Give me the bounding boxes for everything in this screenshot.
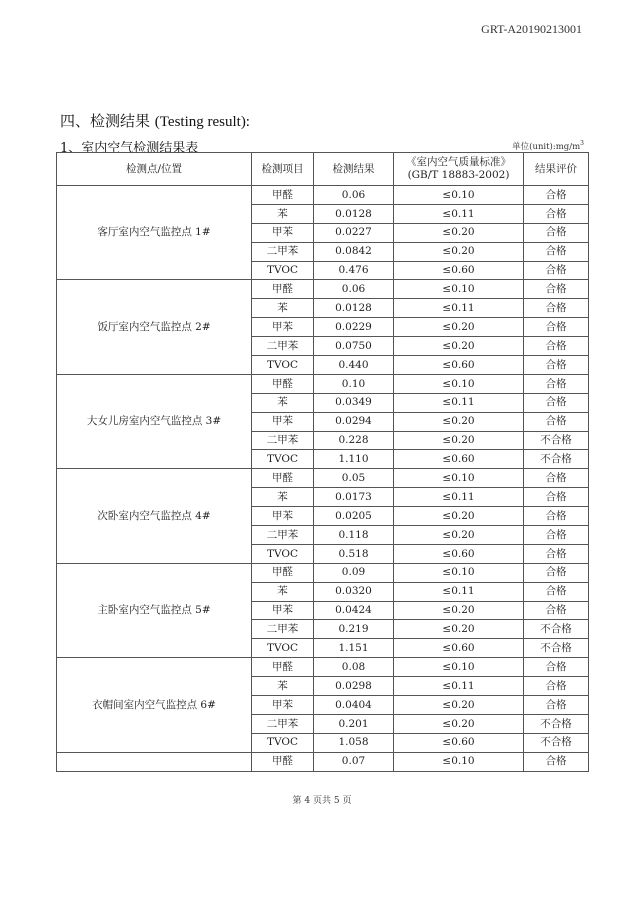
standard-cell: ≤0.10	[394, 280, 524, 299]
results-body	[57, 186, 589, 772]
evaluation-cell: 合格	[524, 204, 589, 223]
result-cell: 0.0128	[314, 299, 394, 318]
item-cell: 二甲苯	[252, 431, 314, 450]
standard-cell: ≤0.20	[394, 337, 524, 356]
item-cell: TVOC	[252, 544, 314, 563]
result-cell: 0.10	[314, 374, 394, 393]
table-row	[57, 469, 589, 488]
result-cell: 0.08	[314, 658, 394, 677]
standard-cell: ≤0.11	[394, 299, 524, 318]
location-cell: 次卧室内空气监控点 4#	[57, 469, 252, 563]
item-cell: 甲醛	[252, 374, 314, 393]
header-standard-line1: 《室内空气质量标准》	[406, 156, 511, 169]
item-cell: 苯	[252, 299, 314, 318]
standard-cell: ≤0.20	[394, 696, 524, 715]
result-cell: 0.228	[314, 431, 394, 450]
header-item: 检测项目	[252, 153, 314, 186]
item-cell: 苯	[252, 393, 314, 412]
evaluation-cell: 合格	[524, 280, 589, 299]
header-evaluation: 结果评价	[524, 153, 589, 186]
evaluation-cell: 合格	[524, 223, 589, 242]
result-cell: 0.0298	[314, 677, 394, 696]
standard-cell: ≤0.20	[394, 601, 524, 620]
result-cell: 0.440	[314, 356, 394, 375]
evaluation-cell: 不合格	[524, 733, 589, 752]
section-heading	[60, 110, 250, 131]
item-cell: 甲醛	[252, 280, 314, 299]
standard-cell: ≤0.60	[394, 639, 524, 658]
document-id: GRT-A20190213001	[481, 22, 582, 36]
standard-cell: ≤0.11	[394, 488, 524, 507]
table-row	[57, 658, 589, 677]
item-cell: 甲醛	[252, 658, 314, 677]
standard-cell: ≤0.20	[394, 412, 524, 431]
item-cell: 二甲苯	[252, 337, 314, 356]
table-header-row	[57, 153, 589, 186]
result-cell: 0.09	[314, 563, 394, 582]
standard-cell: ≤0.11	[394, 677, 524, 696]
evaluation-cell: 合格	[524, 412, 589, 431]
result-cell: 0.518	[314, 544, 394, 563]
table-row	[57, 563, 589, 582]
standard-cell: ≤0.20	[394, 242, 524, 261]
evaluation-cell: 合格	[524, 752, 589, 771]
item-cell: TVOC	[252, 261, 314, 280]
item-cell: 二甲苯	[252, 526, 314, 545]
header-standard	[394, 153, 524, 186]
result-cell: 0.0424	[314, 601, 394, 620]
item-cell: 二甲苯	[252, 714, 314, 733]
table-row	[57, 752, 589, 771]
item-cell: 甲苯	[252, 412, 314, 431]
standard-cell: ≤0.10	[394, 374, 524, 393]
result-cell: 0.0842	[314, 242, 394, 261]
result-cell: 0.0320	[314, 582, 394, 601]
location-cell	[57, 752, 252, 771]
item-cell: 甲醛	[252, 469, 314, 488]
page-footer: 第 4 页共 5 页	[292, 796, 352, 806]
standard-cell: ≤0.10	[394, 469, 524, 488]
item-cell: 苯	[252, 677, 314, 696]
item-cell: 甲苯	[252, 223, 314, 242]
standard-cell: ≤0.60	[394, 733, 524, 752]
evaluation-cell: 合格	[524, 488, 589, 507]
item-cell: 甲苯	[252, 696, 314, 715]
item-cell: 苯	[252, 582, 314, 601]
table-row	[57, 280, 589, 299]
standard-cell: ≤0.10	[394, 752, 524, 771]
header-result: 检测结果	[314, 153, 394, 186]
standard-cell: ≤0.60	[394, 450, 524, 469]
item-cell: 甲醛	[252, 186, 314, 205]
evaluation-cell: 不合格	[524, 620, 589, 639]
location-cell: 饭厅室内空气监控点 2#	[57, 280, 252, 374]
result-cell: 0.219	[314, 620, 394, 639]
evaluation-cell: 合格	[524, 374, 589, 393]
item-cell: 甲醛	[252, 752, 314, 771]
result-cell: 0.0227	[314, 223, 394, 242]
result-cell: 1.110	[314, 450, 394, 469]
evaluation-cell: 合格	[524, 469, 589, 488]
result-cell: 1.058	[314, 733, 394, 752]
evaluation-cell: 不合格	[524, 714, 589, 733]
location-cell: 客厅室内空气监控点 1#	[57, 186, 252, 280]
result-cell: 0.0128	[314, 204, 394, 223]
section-heading-cn: 四、检测结果	[60, 112, 151, 130]
evaluation-cell: 合格	[524, 318, 589, 337]
header-standard-line2: (GB/T 18883-2002)	[407, 169, 510, 181]
standard-cell: ≤0.20	[394, 620, 524, 639]
item-cell: 甲苯	[252, 601, 314, 620]
item-cell: 二甲苯	[252, 620, 314, 639]
result-cell: 0.0294	[314, 412, 394, 431]
evaluation-cell: 合格	[524, 242, 589, 261]
evaluation-cell: 合格	[524, 261, 589, 280]
standard-cell: ≤0.11	[394, 204, 524, 223]
section-heading-en: (Testing result):	[154, 114, 250, 130]
header-location: 检测点/位置	[57, 153, 252, 186]
standard-cell: ≤0.20	[394, 223, 524, 242]
standard-cell: ≤0.20	[394, 431, 524, 450]
evaluation-cell: 合格	[524, 337, 589, 356]
standard-cell: ≤0.20	[394, 318, 524, 337]
item-cell: 苯	[252, 488, 314, 507]
standard-cell: ≤0.11	[394, 393, 524, 412]
item-cell: 甲苯	[252, 318, 314, 337]
standard-cell: ≤0.60	[394, 544, 524, 563]
evaluation-cell: 合格	[524, 658, 589, 677]
result-cell: 0.476	[314, 261, 394, 280]
item-cell: TVOC	[252, 450, 314, 469]
standard-cell: ≤0.10	[394, 186, 524, 205]
evaluation-cell: 不合格	[524, 431, 589, 450]
item-cell: 甲醛	[252, 563, 314, 582]
item-cell: 二甲苯	[252, 242, 314, 261]
evaluation-cell: 合格	[524, 696, 589, 715]
item-cell: TVOC	[252, 356, 314, 375]
standard-cell: ≤0.60	[394, 356, 524, 375]
result-cell: 0.0404	[314, 696, 394, 715]
location-cell: 主卧室内空气监控点 5#	[57, 563, 252, 657]
result-cell: 0.06	[314, 280, 394, 299]
result-cell: 0.0173	[314, 488, 394, 507]
result-cell: 0.118	[314, 526, 394, 545]
evaluation-cell: 合格	[524, 601, 589, 620]
evaluation-cell: 合格	[524, 677, 589, 696]
evaluation-cell: 合格	[524, 582, 589, 601]
evaluation-cell: 合格	[524, 563, 589, 582]
standard-cell: ≤0.11	[394, 582, 524, 601]
item-cell: TVOC	[252, 733, 314, 752]
standard-cell: ≤0.20	[394, 526, 524, 545]
location-cell: 衣帽间室内空气监控点 6#	[57, 658, 252, 752]
standard-cell: ≤0.20	[394, 507, 524, 526]
unit-note	[512, 140, 584, 152]
standard-cell: ≤0.10	[394, 658, 524, 677]
unit-note-text: 单位(unit):mg/m	[512, 142, 581, 152]
evaluation-cell: 合格	[524, 356, 589, 375]
evaluation-cell: 合格	[524, 544, 589, 563]
result-cell: 0.05	[314, 469, 394, 488]
result-cell: 0.0205	[314, 507, 394, 526]
evaluation-cell: 不合格	[524, 639, 589, 658]
result-cell: 0.07	[314, 752, 394, 771]
item-cell: 苯	[252, 204, 314, 223]
evaluation-cell: 合格	[524, 507, 589, 526]
table-title: 1、室内空气检测结果表	[60, 141, 199, 156]
evaluation-cell: 不合格	[524, 450, 589, 469]
standard-cell: ≤0.10	[394, 563, 524, 582]
evaluation-cell: 合格	[524, 393, 589, 412]
evaluation-cell: 合格	[524, 186, 589, 205]
result-cell: 0.06	[314, 186, 394, 205]
result-cell: 0.0349	[314, 393, 394, 412]
table-row	[57, 186, 589, 205]
result-cell: 0.0229	[314, 318, 394, 337]
table-row	[57, 374, 589, 393]
standard-cell: ≤0.20	[394, 714, 524, 733]
result-cell: 0.0750	[314, 337, 394, 356]
result-cell: 1.151	[314, 639, 394, 658]
evaluation-cell: 合格	[524, 299, 589, 318]
result-cell: 0.201	[314, 714, 394, 733]
item-cell: TVOC	[252, 639, 314, 658]
item-cell: 甲苯	[252, 507, 314, 526]
evaluation-cell: 合格	[524, 526, 589, 545]
results-table	[56, 152, 589, 772]
standard-cell: ≤0.60	[394, 261, 524, 280]
unit-note-superscript: 3	[580, 140, 584, 148]
location-cell: 大女儿房室内空气监控点 3#	[57, 374, 252, 468]
